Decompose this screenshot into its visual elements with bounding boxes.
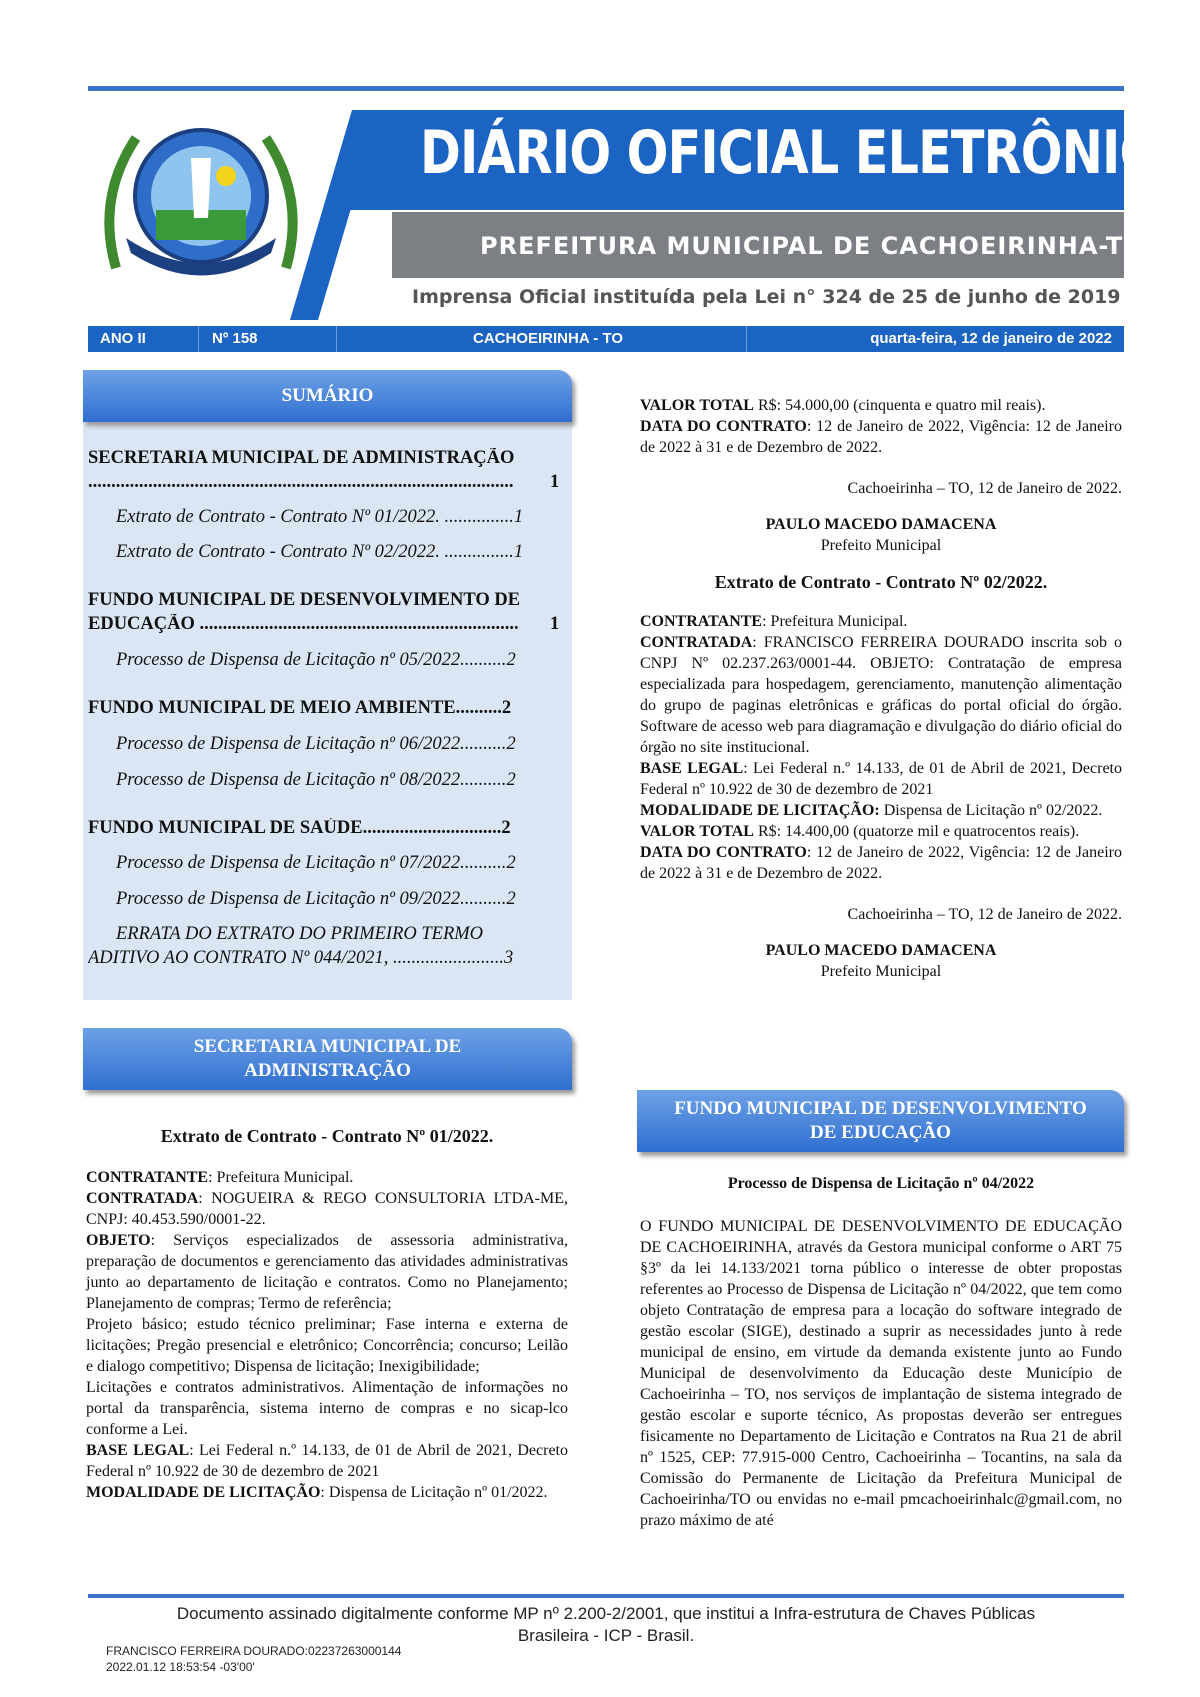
section-header-administracao: SECRETARIA MUNICIPAL DE ADMINISTRAÇÃO — [83, 1028, 572, 1090]
issue-year: ANO II — [100, 330, 146, 347]
toc-entry[interactable]: FUNDO MUNICIPAL DE DESENVOLVIMENTO DE — [88, 590, 521, 610]
signer-name: PAULO MACEDO DAMACENA — [765, 942, 997, 959]
extract-2-title: Extrato de Contrato - Contrato Nº 02/2022. — [714, 572, 1048, 592]
toc-entry[interactable]: FUNDO MUNICIPAL DE MEIO AMBIENTE..........2 — [88, 698, 512, 718]
toc-entry[interactable]: SECRETARIA MUNICIPAL DE ADMINISTRAÇÃO — [88, 448, 515, 468]
signer-name: PAULO MACEDO DAMACENA — [765, 516, 997, 533]
toc-entry[interactable]: EDUCAÇÃO ..................................................................... 1 — [88, 614, 560, 634]
footer-notice: Documento assinado digitalmente conforme MP nº 2.200-2/2001, que institui a Infra-estrutura de Chaves Públicas Brasileira - ICP - Brasil. — [176, 1604, 1036, 1645]
issue-city: CACHOEIRINHA - TO — [473, 330, 623, 347]
process-text: Processo de Dispensa de Licitação nº 04/2022 O FUNDO MUNICIPAL DE DESENVOLVIMENTO DE EDUCAÇÃO DE CACHOEIRINHA, através da Gestora municipal conforme o ART 75 §3º da lei 14.133/2021 torna público o interesse de obter propostas referentes ao Processo de Dispensa de Licitação nº 04/2022, que tem como objeto Contratação de empresa para a locação do software integrado de gestão escolar (SIGE), destinado a suprir as necessidades junto à rede municipal de ensino, em virtude da demanda existente junto ao Fundo Municipal de desenvolvimento da Educação deste Município de Cachoeirinha – TO, nos serviços de implantação de sistema integrado de gestão escolar e suporte técnico, As propostas deverão ser entregues fisicamente no Departamento de Licitação e Contratos na Rua 21 de abril nº 1525, CEP: 77.915-000 Centro, Cachoeirinha – Tocantins, na sala da Comissão do Permanente de Licitação da Prefeitura Municipal de Cachoeirinha/TO ou envidas no e-mail pmcachoeirinhalc@gmail.com, no prazo máximo de até — [640, 1175, 1122, 1529]
toc-entry[interactable]: Processo de Dispensa de Licitação nº 05/2022..........2 — [116, 650, 516, 670]
toc-entry[interactable]: Extrato de Contrato - Contrato Nº 02/2022. ...............1 — [116, 542, 524, 562]
toc-entry[interactable]: ERRATA DO EXTRATO DO PRIMEIRO TERMO — [116, 924, 484, 944]
digital-signature-timestamp: 2022.01.12 18:53:54 -03'00' — [106, 1660, 255, 1674]
process-title: Processo de Dispensa de Licitação nº 04/2022 — [727, 1175, 1035, 1192]
section-header-educacao: FUNDO MUNICIPAL DE DESENVOLVIMENTO DE EDUCAÇÃO — [637, 1090, 1124, 1152]
toc-entry[interactable]: ADITIVO AO CONTRATO Nº 044/2021, ........................3 — [88, 948, 514, 968]
issue-info-bar — [88, 326, 1124, 352]
toc-entry[interactable]: Processo de Dispensa de Licitação nº 09/2022..........2 — [116, 889, 516, 909]
extract-1-title: Extrato de Contrato - Contrato Nº 01/2022. — [160, 1126, 494, 1146]
toc-entry[interactable]: FUNDO MUNICIPAL DE SAÚDE..............................2 — [88, 818, 511, 838]
journal-tagline: Imprensa Oficial instituída pela Lei n° 324 de 25 de junho de 2019 — [412, 286, 1121, 308]
digital-signature-name: FRANCISCO FERREIRA DOURADO:02237263000144 — [106, 1644, 402, 1658]
summary-title: SUMÁRIO — [281, 385, 374, 406]
journal-subtitle: PREFEITURA MUNICIPAL DE CACHOEIRINHA-TO — [480, 232, 1145, 260]
issue-date: quarta-feira, 12 de janeiro de 2022 — [870, 330, 1112, 347]
left-column-text: Extrato de Contrato - Contrato Nº 01/2022. CONTRATANTE: Prefeitura Municipal. CONTRATADA: NOGUEIRA & REGO CONSULTORIA LTDA-ME, CNPJ: 40.453.590/0001-22. OBJETO: Serviços especializados de assessoria administrativa, preparação de documentos e gerenciamento das atividades administrativas junto ao departamento de licitação e contratos. Como no Planejamento; Planejamento de compras; Termo de referência; Projeto básico; estudo técnico preliminar; Fase interna e externa de licitações; Pregão presencial e eletrônico; Concorrência; concurso; Leilão e dialogo competitivo; Dispensa de licitação; Inexigibilidade; Licitações e contratos administrativos. Alimentação de informações no portal da transparência, sistema interno de compras e no sicap-lco conforme a Lei. BASE LEGAL: Lei Federal n.º 14.133, de 01 de Abril de 2021, Decreto Federal nº 10.922 de 30 de dezembro de 2021 MODALIDADE DE LICITAÇÃO: Dispensa de Licitação nº 01/2022. — [86, 1126, 569, 1501]
issue-number: Nº 158 — [212, 330, 258, 347]
summary-header — [83, 370, 572, 422]
municipal-seal-logo — [96, 118, 306, 278]
right-column-text: VALOR TOTAL R$: 54.000,00 (cinquenta e quatro mil reais). DATA DO CONTRATO: 12 de Janeiro de 2022, Vigência: 12 de Janeiro de 2022 à 31 e de Dezembro de 2022. Cachoeirinha – TO, 12 de Janeiro de 2022. PAULO MACEDO DAMACENA Prefeito Municipal Extrato de Contrato - Contrato Nº 02/2022. CONTRATANTE: Prefeitura Municipal. CONTRATADA: FRANCISCO FERREIRA DOURADO inscrita sob o CNPJ Nº 02.237.263/0001-44. OBJETO: Contratação de empresa especializada para hospedagem, gerenciamento, manutenção alimentação do grupo de paginas eletrônicas e gráficas do portal oficial do órgão. Software de acesso web para diagramação e divulgação do diário oficial do órgão no site institucional. BASE LEGAL: Lei Federal n.º 14.133, de 01 de Abril de 2021, Decreto Federal nº 10.922 de 30 de dezembro de 2021 MODALIDADE DE LICITAÇÃO: Dispensa de Licitação nº 02/2022. VALOR TOTAL R$: 14.400,00 (quatorze mil e quatrocentos reais). DATA DO CONTRATO: 12 de Janeiro de 2022, Vigência: 12 de Janeiro de 2022 à 31 e de Dezembro de 2022. Cachoeirinha – TO, 12 de Janeiro de 2022. PAULO MACEDO DAMACENA Prefeito Municipal — [640, 397, 1123, 980]
toc-entry[interactable]: Extrato de Contrato - Contrato Nº 01/2022. ...............1 — [116, 507, 524, 527]
toc-entry[interactable]: ............................................................................................ 1 — [88, 472, 560, 492]
top-rule — [88, 86, 1124, 91]
journal-title: DIÁRIO OFICIAL ELETRÔNICO — [420, 118, 1196, 188]
toc-entry[interactable]: Processo de Dispensa de Licitação nº 08/2022..........2 — [116, 770, 516, 790]
toc-entry[interactable]: Processo de Dispensa de Licitação nº 07/2022..........2 — [116, 853, 516, 873]
toc-entry[interactable]: Processo de Dispensa de Licitação nº 06/2022..........2 — [116, 734, 516, 754]
bottom-rule — [88, 1594, 1124, 1598]
